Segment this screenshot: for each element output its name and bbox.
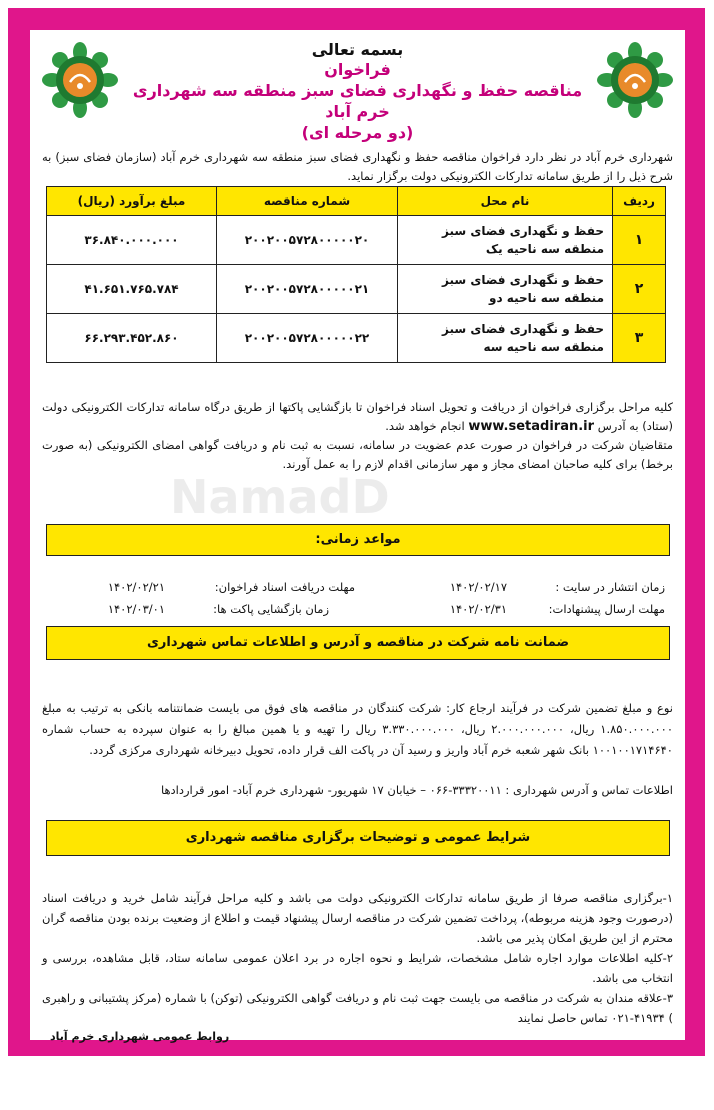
col-radif: ردیف bbox=[613, 187, 666, 216]
website-link[interactable]: www.setadiran.ir bbox=[468, 419, 595, 434]
footer-signature: روابط عمومی شهرداری خرم آباد bbox=[50, 1030, 230, 1043]
guarantee-heading: ضمانت نامه شرکت در مناقصه و آدرس و اطلاعات تماس شهرداری bbox=[46, 626, 670, 660]
basmala: بسمه تعالی bbox=[311, 40, 404, 59]
procedure-text bbox=[42, 398, 673, 474]
row-number: ۲۰۰۲۰۰۵۷۲۸۰۰۰۰۰۲۰ bbox=[217, 216, 398, 265]
opening-date-label: زمان بازگشایی پاکت ها: bbox=[213, 602, 329, 616]
row-name: حفظ و نگهداری فضای سبز منطقه سه ناحیه دو bbox=[398, 265, 613, 314]
submit-deadline-label: مهلت ارسال پیشنهادات: bbox=[548, 602, 665, 616]
condition-item: ۱-برگزاری مناقصه صرفا از طریق سامانه تدارکات الکترونیکی دولت می باشد و کلیه مراحل فرآیند شامل خرید و دریافت اسناد (درصورت وجود هزینه مربوطه)، پرداخت تضمین شرکت در مناقصه ارسال پیشنهاد قیمت و اطلاع از وضعیت برنده بودن مناقصه گران محترم از این طریق امکان پذیر می باشد. bbox=[42, 891, 673, 945]
col-number: شماره مناقصه bbox=[217, 187, 398, 216]
col-name: نام محل bbox=[398, 187, 613, 216]
table-header-row bbox=[47, 187, 666, 216]
notice-title: مناقصه حفظ و نگهداری فضای سبز منطقه سه شهرداری خرم آباد bbox=[132, 81, 583, 121]
page-frame bbox=[8, 8, 705, 1056]
condition-item: ۳-علاقه مندان به شرکت در مناقصه می بایست جهت ثبت نام و دریافت گواهی الکترونیکی (توکن) با شماره (مرکز پشتیبانی و راهبری ) ۴۱۹۳۴-۰۲۱ تماس حاصل نمایند bbox=[42, 991, 673, 1025]
notice-label: فراخوان bbox=[324, 60, 391, 79]
row-name: حفظ و نگهداری فضای سبز منطقه سه ناحیه سه bbox=[398, 314, 613, 363]
row-amount: ۴۱.۶۵۱.۷۶۵.۷۸۴ bbox=[47, 265, 217, 314]
contact-info: اطلاعات تماس و آدرس شهرداری : ۳۳۳۲۰۰۱۱-۰۶۶ – خیابان ۱۷ شهریور- شهرداری خرم آباد- امور قراردادها bbox=[160, 783, 673, 797]
header bbox=[130, 40, 585, 143]
row-name: حفظ و نگهداری فضای سبز منطقه سه ناحیه یک bbox=[398, 216, 613, 265]
row-radif: ۳ bbox=[613, 314, 666, 363]
table-row bbox=[47, 265, 666, 314]
publish-date-value: ۱۴۰۲/۰۲/۱۷ bbox=[449, 580, 507, 594]
conditions-heading: شرایط عمومی و توضیحات برگزاری مناقصه شهرداری bbox=[46, 820, 670, 856]
procedure-text-part1: کلیه مراحل برگزاری فراخوان از دریافت و تحویل اسناد فراخوان تا بازگشایی پاکتها از طریق درگاه سامانه تدارکات الکترونیکی دولت (ستاد) به آدرس bbox=[42, 400, 673, 433]
row-radif: ۱ bbox=[613, 216, 666, 265]
row-radif: ۲ bbox=[613, 265, 666, 314]
col-amount: مبلغ برآورد (ریال) bbox=[47, 187, 217, 216]
conditions-list bbox=[42, 888, 673, 1028]
schedule-heading: مواعد زمانی: bbox=[46, 524, 670, 556]
watermark: NamadD bbox=[170, 470, 390, 524]
opening-date-value: ۱۴۰۲/۰۳/۰۱ bbox=[107, 602, 165, 616]
publish-date-label: زمان انتشار در سایت : bbox=[555, 580, 665, 594]
municipality-logo-icon bbox=[42, 42, 118, 118]
condition-item: ۲-کلیه اطلاعات موارد اجاره شامل مشخصات، شرایط و نحوه اجاره در برد اعلان عمومی سامانه ستاد، قابل مشاهده، بررسی و انتخاب می باشد. bbox=[42, 951, 673, 985]
row-amount: ۳۶.۸۴۰.۰۰۰.۰۰۰ bbox=[47, 216, 217, 265]
table-row bbox=[47, 314, 666, 363]
receive-deadline-label: مهلت دریافت اسناد فراخوان: bbox=[214, 580, 355, 594]
schedule-dates bbox=[50, 580, 665, 625]
guarantee-text: نوع و مبلغ تضمین شرکت در فرآیند ارجاع کار: شرکت کنندگان در مناقصه های فوق می بایست ضمانتنامه بانکی به ترتیب به مبلغ ۱.۸۵۰.۰۰۰.۰۰۰ ریال، ۲.۰۰۰.۰۰۰.۰۰۰ ریال، ۳.۳۳۰.۰۰۰.۰۰۰ ریال را تهیه و یا همین مبالغ را به عنوان سپرده به حساب شماره ۱۰۰۱۰۰۱۷۱۴۶۴۰ بانک شهر شعبه خرم آباد واریز و رسید آن در پاکت الف قرار داده، تحویل دبیرخانه شهرداری مرکزی گردد. bbox=[42, 701, 674, 757]
row-number: ۲۰۰۲۰۰۵۷۲۸۰۰۰۰۰۲۲ bbox=[217, 314, 398, 363]
submit-deadline-value: ۱۴۰۲/۰۲/۳۱ bbox=[449, 602, 507, 616]
table-row bbox=[47, 216, 666, 265]
tender-table bbox=[46, 186, 666, 363]
document-body bbox=[30, 30, 685, 1043]
row-number: ۲۰۰۲۰۰۵۷۲۸۰۰۰۰۰۲۱ bbox=[217, 265, 398, 314]
procedure-text-part2: انجام خواهد شد. bbox=[385, 419, 465, 433]
municipality-logo-icon bbox=[597, 42, 673, 118]
notice-subtitle: (دو مرحله ای) bbox=[301, 123, 414, 142]
row-amount: ۶۶.۲۹۳.۴۵۲.۸۶۰ bbox=[47, 314, 217, 363]
receive-deadline-value: ۱۴۰۲/۰۲/۲۱ bbox=[107, 580, 165, 594]
registration-text: متقاضیان شرکت در فراخوان در صورت عدم عضویت در سامانه، نسبت به ثبت نام و دریافت گواهی امضای الکترونیکی (به صورت برخط) برای کلیه صاحبان امضای مجاز و مهر سازمانی اقدام لازم را به عمل آورند. bbox=[42, 438, 673, 471]
intro-text: شهرداری خرم آباد در نظر دارد فراخوان مناقصه حفظ و نگهداری فضای سبز منطقه سه شهرداری خرم آباد (سازمان فضای سبز) به شرح ذیل را از طریق سامانه تدارکات الکترونیکی دولت برگزار نماید. bbox=[42, 150, 673, 183]
